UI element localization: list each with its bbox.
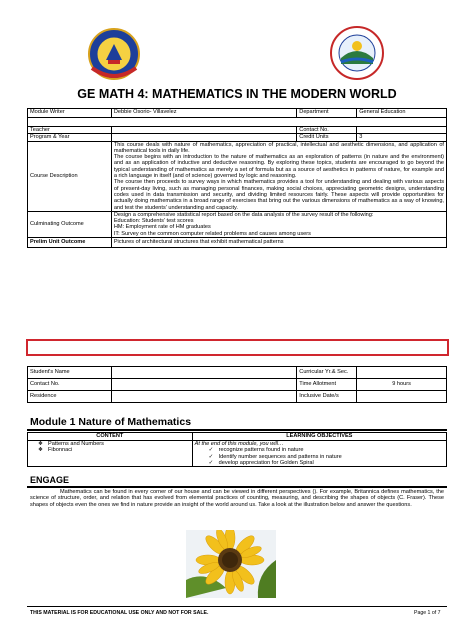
curricular-value <box>357 367 447 379</box>
student-contact-label: Contact No. <box>28 379 112 391</box>
table-row <box>28 211 447 237</box>
credit-units-label: Credit Units <box>297 134 357 141</box>
course-description-p2: The course begins with an introduction to the nature of mathematics as an exploration of patterns (in nature and the environment) and as an application of inductive and deductive reasoning. By exploring these topics, students are encouraged to go beyond the typical understanding of mathematics as merely a set of formula but as a source of aesthetics in patterns of nature, for example and a rich language in itself (and of science) governed by logic and reasoning. <box>113 154 444 180</box>
content-header: CONTENT <box>28 433 193 441</box>
university-seal-icon <box>88 28 140 80</box>
inclusive-dates-label: Inclusive Date/s <box>297 391 357 403</box>
module-title: Module 1 Nature of Mathematics <box>30 416 192 428</box>
credit-units-value: 3 <box>357 134 447 141</box>
city-of-talisay-seal-icon <box>330 26 384 80</box>
module-writer-value: Debbie Osorio- Villavelez <box>111 109 296 118</box>
diamond-bullet-icon: ❖ <box>38 441 44 447</box>
course-description-p1: This course deals with nature of mathematics, appreciation of practical, intellectual and aesthetic dimensions, and application of mathematical tools in daily life. <box>113 141 444 154</box>
engage-heading: ENGAGE <box>30 475 70 485</box>
module-title-divider <box>27 429 447 431</box>
course-description-cell <box>111 141 446 211</box>
table-row <box>28 118 447 127</box>
student-name-value <box>111 367 296 379</box>
culminating-outcome-label: Culminating Outcome <box>28 211 112 237</box>
content-list-cell <box>28 441 193 467</box>
table-row <box>28 238 447 248</box>
sunflower-image <box>186 530 276 598</box>
objectives-intro: At the end of this module, you will… <box>194 441 284 447</box>
module-content-table <box>27 432 447 467</box>
student-contact-value <box>111 379 296 391</box>
table-row <box>28 109 447 118</box>
culminating-line: HM: Employment rate of HM graduates <box>113 224 211 231</box>
table-row <box>28 141 447 211</box>
module-info-table <box>27 108 447 248</box>
prelim-outcome-label: Prelim Unit Outcome <box>28 238 112 248</box>
objectives-list <box>195 447 444 466</box>
program-label: Program & Year <box>28 134 112 141</box>
list-item <box>38 447 190 453</box>
contact-value <box>357 127 447 134</box>
content-item-label: Fibonnaci <box>48 447 73 454</box>
department-label: Department <box>297 109 357 118</box>
footer-divider <box>27 606 447 607</box>
objectives-header: LEARNING OBJECTIVES <box>192 433 446 441</box>
teacher-value <box>111 127 296 134</box>
list-item <box>209 460 444 466</box>
culminating-line: IT: Survey on the common computer related problems and causes among users <box>113 230 311 237</box>
engage-divider <box>27 486 447 488</box>
prelim-outcome-highlight <box>26 339 449 356</box>
table-row <box>28 379 447 391</box>
time-allotment-value: 9 hours <box>357 379 447 391</box>
content-item-label: Patterns and Numbers <box>48 441 104 447</box>
department-value: General Education <box>357 109 447 118</box>
table-row <box>28 441 447 467</box>
table-row <box>28 433 447 441</box>
objective-label: develop appreciation for Golden Spiral <box>218 459 314 466</box>
module-writer-label: Module Writer <box>28 109 112 118</box>
table-row <box>28 127 447 134</box>
footer-notice: THIS MATERIAL IS FOR EDUCATIONAL USE ONLY AND NOT FOR SALE. <box>30 610 209 616</box>
table-row <box>28 391 447 403</box>
checkmark-icon: ✓ <box>208 459 214 466</box>
page-number: Page 1 of 7 <box>414 610 441 616</box>
table-row <box>28 367 447 379</box>
course-description-p3: The course then proceeds to survey ways in which mathematics provides a tool for understanding and dealing with various aspects of present-day living, such as managing personal finances, making social choices, appreciating geometric designs, understanding codes used in data transmission and security, and dividing limited resources fairly. These aspects will provide opportunities for actually doing mathematics in a broad range of exercises that bring out the various dimensions of mathematics as a way of knowing, and test the students' understanding and capacity. <box>113 179 444 211</box>
objective-label: recognize patterns found in nature <box>218 447 304 454</box>
student-name-label: Student's Name <box>28 367 112 379</box>
program-value <box>111 134 296 141</box>
table-row <box>28 134 447 141</box>
objective-label: Identify number sequences and patterns in nature <box>218 453 342 460</box>
culminating-line: Education: Students' test scores <box>113 218 194 225</box>
inclusive-dates-value <box>357 391 447 403</box>
page-title: GE MATH 4: MATHEMATICS IN THE MODERN WORLD <box>77 87 397 101</box>
teacher-label: Teacher <box>28 127 112 134</box>
curricular-label: Curricular Yr.& Sec. <box>297 367 357 379</box>
culminating-line: Design a comprehensive statistical report based on the data analysis of the survey result of the following: <box>113 211 374 218</box>
content-list <box>30 441 190 454</box>
course-description-label: Course Description <box>28 141 112 211</box>
residence-label: Residence <box>28 391 112 403</box>
student-info-table <box>27 366 447 403</box>
objectives-cell <box>192 441 446 467</box>
diamond-bullet-icon: ❖ <box>38 447 44 454</box>
residence-value <box>111 391 296 403</box>
culminating-outcome-cell <box>111 211 446 237</box>
checkmark-icon: ✓ <box>208 447 214 454</box>
time-allotment-label: Time Allotment <box>297 379 357 391</box>
spacer-cell <box>28 118 447 127</box>
checkmark-icon: ✓ <box>208 453 214 460</box>
engage-paragraph: Mathematics can be found in every corner of our house and can be viewed in different perspectives (). For example, Britannica defines mathematics, the science of structure, order, and relation that has evolved from elemental practices of counting, measuring, and describing the shapes of objects (C. Fraser). These shapes of objects even the ones we find in nature provide an insight of the world around us. Take a look at the illustration below and answer the questions. <box>30 489 444 508</box>
prelim-outcome-value: Pictures of architectural structures that exhibit mathematical patterns <box>111 238 446 248</box>
contact-label: Contact No. <box>297 127 357 134</box>
